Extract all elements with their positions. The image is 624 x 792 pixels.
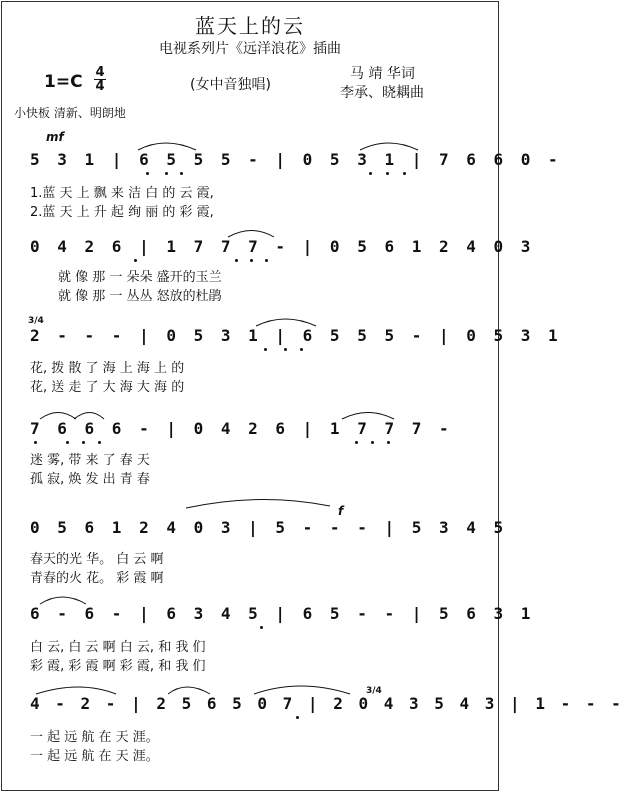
slur-arc	[40, 597, 86, 604]
octave-dot	[371, 441, 374, 444]
octave-dot	[265, 259, 268, 262]
octave-dot	[387, 441, 390, 444]
song-subtitle: 电视系列片《远洋浪花》插曲	[159, 41, 341, 57]
octave-dot	[403, 172, 406, 175]
dynamic-f: f	[338, 504, 344, 518]
notation-row-4: 7 6 6 6 - | 0 4 2 6 | 1 7 7 7 -	[30, 419, 453, 438]
lyricist-credit: 马 靖 华词	[350, 66, 415, 82]
lyric-row-3-verse-1: 花, 拨 散 了 海 上 海 上 的	[30, 361, 185, 376]
octave-dot	[300, 348, 303, 351]
notation-row-5: 0 5 6 1 2 4 0 3 | 5 - - - | 5 3 4 5	[30, 518, 508, 537]
octave-dot	[180, 172, 183, 175]
lyric-row-6-verse-1: 白 云, 白 云 啊 白 云, 和 我 们	[30, 640, 206, 655]
key-signature: 1=C	[44, 72, 83, 92]
slur-arc	[36, 687, 116, 694]
slur-arc	[40, 413, 76, 420]
lyric-row-5-verse-1: 春天的光 华。 白 云 啊	[30, 552, 164, 567]
slur-arc	[168, 687, 210, 694]
slur-arc	[342, 413, 394, 420]
octave-dot	[260, 626, 263, 629]
notation-row-6: 6 - 6 - | 6 3 4 5 | 6 5 - - | 5 6 3 1	[30, 604, 535, 623]
lyric-row-1-verse-1: 1.蓝 天 上 飘 来 洁 白 的 云 霞,	[30, 186, 214, 201]
octave-dot	[369, 172, 372, 175]
octave-dot	[82, 441, 85, 444]
slur-arc	[138, 143, 196, 150]
octave-dot	[386, 172, 389, 175]
octave-dot	[235, 259, 238, 262]
lyric-row-2-verse-2: 就 像 那 一 丛丛 怒放的杜鹃	[58, 289, 222, 304]
lyric-row-4-verse-2: 孤 寂, 焕 发 出 青 春	[30, 472, 150, 487]
lyric-row-2-verse-1: 就 像 那 一 朵朵 盛开的玉兰	[58, 270, 222, 285]
notation-row-3: 2 - - - | 0 5 3 1 | 6 5 5 5 - | 0 5 3 1	[30, 326, 562, 345]
notation-row-1: 5 3 1 | 6 5 5 5 - | 0 5 3 1 | 7 6 6 0 -	[30, 150, 562, 169]
octave-dot	[296, 716, 299, 719]
slur-arc	[254, 686, 350, 694]
lyric-row-7-verse-1: 一 起 远 航 在 天 涯。	[30, 730, 159, 745]
lyric-row-4-verse-1: 迷 雾, 带 来 了 春 天	[30, 453, 150, 468]
slur-arc	[256, 319, 316, 326]
time-signature-denominator: 4	[95, 79, 105, 94]
octave-dot	[355, 441, 358, 444]
octave-dot	[66, 441, 69, 444]
lyric-row-7-verse-2: 一 起 远 航 在 天 涯。	[30, 749, 159, 764]
octave-dot	[264, 348, 267, 351]
slur-arc	[228, 231, 274, 238]
meter-change-34: 3/4	[28, 316, 44, 326]
lyric-row-5-verse-2: 青春的火 花。 彩 霞 啊	[30, 571, 164, 586]
lyric-row-3-verse-2: 花, 送 走 了 大 海 大 海 的	[30, 380, 185, 395]
lyric-row-6-verse-2: 彩 霞, 彩 霞 啊 彩 霞, 和 我 们	[30, 659, 206, 674]
tempo-marking: 小快板 清新、明朗地	[14, 106, 126, 120]
slur-arc	[360, 143, 418, 150]
octave-dot	[98, 441, 101, 444]
octave-dot	[250, 259, 253, 262]
notation-row-7: 4 - 2 - | 2 5 6 5 0 7 | 2 0 4 3 5 4 3 | 1 - - -	[30, 694, 624, 713]
octave-dot	[284, 348, 287, 351]
octave-dot	[165, 172, 168, 175]
octave-dot	[134, 259, 137, 262]
octave-dot	[34, 441, 37, 444]
song-title: 蓝天上的云	[195, 14, 305, 38]
performance-note: (女中音独唱)	[190, 77, 271, 93]
meter-change-34-end: 3/4	[366, 686, 382, 696]
dynamic-mf: mf	[46, 130, 64, 144]
octave-dot	[146, 172, 149, 175]
slur-arc	[186, 499, 330, 508]
composer-credit: 李承、晓耦曲	[340, 85, 424, 101]
time-signature-numerator: 4	[95, 65, 105, 80]
notation-row-2: 0 4 2 6 | 1 7 7 7 - | 0 5 6 1 2 4 0 3	[30, 237, 535, 256]
lyric-row-1-verse-2: 2.蓝 天 上 升 起 绚 丽 的 彩 霞,	[30, 205, 214, 220]
slur-arc	[74, 413, 104, 420]
